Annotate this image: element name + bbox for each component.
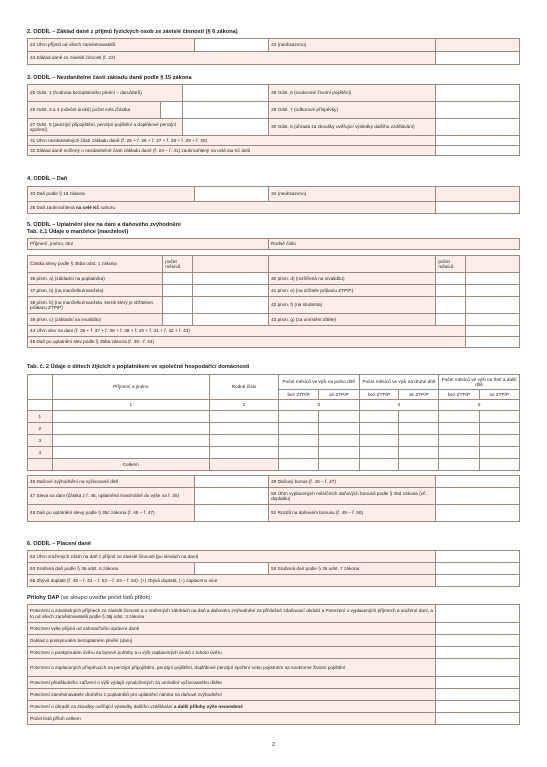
section-5 bbox=[27, 222, 520, 348]
row-number: 2 bbox=[28, 423, 53, 435]
label-r40: 40 písm. d) (rozšířená na invaliditu) bbox=[269, 273, 436, 285]
months-field[interactable] bbox=[319, 447, 359, 459]
attachment-count-field[interactable] bbox=[436, 659, 520, 677]
blank-cell bbox=[28, 459, 53, 471]
tab1-title: Tab. č.1 Údaje o manželce (manželovi) bbox=[27, 229, 129, 235]
child-name-field[interactable] bbox=[52, 435, 209, 447]
label-r38: 38 písm. b) (na manželku/manžela, která/ který je držitelem průkazu ZTP/P) bbox=[28, 297, 163, 314]
label-r45: 45 Daň po uplatnění slev podle § 35ba zákona (ř. 35 - ř. 44) bbox=[28, 337, 466, 348]
label-r54: 54 Sražená daň podle § 36 odst. 7 zákona bbox=[269, 563, 436, 575]
col-num-3: 3 bbox=[278, 400, 359, 411]
section-6 bbox=[27, 541, 520, 587]
months-field[interactable] bbox=[399, 435, 439, 447]
field-r38-months[interactable] bbox=[163, 297, 193, 314]
field-r29[interactable] bbox=[436, 102, 520, 119]
tab2-title: Tab. č. 2 Údaje o dětech žijících s poplatníkem ve společně hospodařící domácnosti bbox=[27, 364, 250, 370]
spouse-rc-field[interactable]: Rodné číslo bbox=[269, 239, 520, 250]
months-field[interactable] bbox=[319, 435, 359, 447]
field-r44[interactable] bbox=[465, 326, 519, 337]
child-rc-field[interactable] bbox=[210, 447, 279, 459]
field-r26-amount[interactable] bbox=[182, 102, 268, 119]
label-r42: 42 písm. f) (na studenta) bbox=[269, 297, 436, 314]
section-2-title: 2. ODDÍL – Základ daně z příjmů fyzických osob ze závislé činnosti (§ 6 zákona) bbox=[27, 29, 238, 35]
col-num-2: 2 bbox=[210, 400, 279, 411]
label-r28: 28 Odst. 6 (soukromé životní pojištění) bbox=[269, 85, 436, 102]
months-field[interactable] bbox=[319, 411, 359, 423]
field-r43[interactable] bbox=[465, 314, 519, 326]
attachments-title-bold: Přílohy DAP bbox=[27, 595, 60, 601]
page-number: 2 bbox=[271, 742, 276, 748]
field-r34 bbox=[436, 187, 520, 202]
attachment-count-field[interactable] bbox=[436, 623, 520, 635]
col-rc-header: Rodné číslo bbox=[210, 375, 279, 400]
months-field[interactable] bbox=[359, 411, 399, 423]
field-r28[interactable] bbox=[436, 85, 520, 102]
field-r33[interactable] bbox=[195, 187, 269, 202]
label-r34: 34 (neobsazeno) bbox=[269, 187, 436, 202]
child-name-field[interactable] bbox=[52, 447, 209, 459]
tab2 bbox=[27, 364, 520, 522]
label-r32: 32 Základ daně snížený o nezdanitelné části základu daně (ř. 24 – ř. 31) zaokrouhlený na celá sta Kč dolů bbox=[28, 146, 436, 156]
attachment-item: Potvrzení výše příjmů od zahraničního správce daně bbox=[28, 623, 436, 635]
blank-cell bbox=[210, 459, 279, 471]
field-r54[interactable] bbox=[436, 563, 520, 575]
attachments-section bbox=[27, 595, 520, 725]
col-se-3: se ZTP/P bbox=[479, 390, 519, 400]
col-bez-3: bez ZTP/P bbox=[439, 390, 479, 400]
field-r24[interactable] bbox=[436, 52, 520, 65]
col-m2-header: Počet měsíců ve výši na druhé dítě bbox=[359, 375, 439, 390]
label-r26: 26 Odst. 3 a 4 (odečet úroků) počet měs./částka bbox=[28, 102, 161, 119]
label-pocet-1: počet měsíců bbox=[163, 256, 193, 273]
field-r41[interactable] bbox=[465, 285, 519, 297]
row-number: 3 bbox=[28, 435, 53, 447]
label-r24: 24 Základ daně ze závislé činnosti (ř. 22) bbox=[28, 52, 436, 65]
label-r29: 29 Odst. 7 (odborové příspěvky) bbox=[269, 102, 436, 119]
field-r37[interactable] bbox=[192, 285, 268, 297]
attachment-last-a: Potvrzení o úhradě za zkoušky ověřující výsledky dalšího vzdělávání bbox=[30, 703, 174, 709]
blank-cell bbox=[28, 375, 53, 400]
attachment-item: Potvrzení o poskytnutém úvěru na bytové potřeby a o výši zaplacených úroků z tohoto úvěru bbox=[28, 647, 436, 659]
attachment-count-field[interactable] bbox=[436, 635, 520, 647]
field-r27[interactable] bbox=[182, 119, 268, 136]
col-se-2: se ZTP/P bbox=[399, 390, 439, 400]
blank-cell bbox=[269, 256, 436, 273]
field-r38[interactable] bbox=[192, 297, 268, 314]
attachment-item: Doklad o poskytnutém bezúplatném plnění (daru) bbox=[28, 635, 436, 647]
section-3 bbox=[27, 75, 520, 156]
blank-cell bbox=[28, 400, 53, 411]
months-field[interactable] bbox=[479, 447, 519, 459]
spouse-name-field[interactable]: Příjmení, jméno, titul bbox=[28, 239, 269, 250]
blank-cell bbox=[192, 256, 268, 273]
field-r35[interactable] bbox=[436, 202, 520, 214]
section-5-title: 5. ODDÍL – Uplatnění slev na dani a daňového zvýhodnění bbox=[27, 222, 181, 228]
field-r53[interactable] bbox=[195, 563, 269, 575]
label-r27: 27 Odst. 5 (penzijní připojištění, penzijní pojištění a doplňkové penzijní spoření) bbox=[28, 119, 183, 136]
label-r31: 31 Úhrn nezdanitelných částí základu daně (ř. 25 + ř. 26 + ř. 27 + ř. 28 + ř. 29 + ř. 30) bbox=[28, 136, 436, 146]
attachment-count-field[interactable] bbox=[436, 647, 520, 659]
col-m3-header: Počet měsíců ve výši na třetí a další dítě bbox=[439, 375, 520, 390]
label-r53: 53 Sražená daň podle § 36 odst. 6 zákona bbox=[28, 563, 195, 575]
row-number: 1 bbox=[28, 411, 53, 423]
attachment-item: Potvrzení o zaplacených příspěvcích na penzijní připojištění, penzijní pojištění, doplňkové penzijní spoření nebo pojistném na soukromé životní pojištění bbox=[28, 659, 436, 677]
field-r47[interactable] bbox=[195, 488, 269, 505]
field-r22[interactable] bbox=[195, 39, 269, 52]
table-row bbox=[28, 411, 520, 423]
col-num-4: 4 bbox=[359, 400, 439, 411]
label-r35-c: nahoru bbox=[99, 204, 115, 210]
attachment-count-field[interactable] bbox=[436, 689, 520, 701]
row-number: 4 bbox=[28, 447, 53, 459]
section-2 bbox=[27, 29, 520, 65]
months-field[interactable] bbox=[359, 447, 399, 459]
child-name-field[interactable] bbox=[52, 411, 209, 423]
child-name-field[interactable] bbox=[52, 423, 209, 435]
field-r52[interactable] bbox=[436, 551, 520, 563]
months-field[interactable] bbox=[439, 447, 479, 459]
attachments-subtitle: (ve sloupci uveďte počet listů příloh): bbox=[59, 595, 152, 601]
label-r30: 30 Odst. 8 (úhrada za zkoušky ověřující výsledky dalšího vzdělávání) bbox=[269, 119, 436, 136]
label-r55: 55 Zbývá doplatit (ř. 48 – ř. 51 – ř. 52 – ř. 53 – ř. 54): (+) zbývá doplatit, (–) zaplaceno více bbox=[28, 575, 436, 587]
label-pocet-2: počet měsíců bbox=[436, 256, 466, 273]
months-field[interactable] bbox=[479, 435, 519, 447]
label-r51: 51 Rozdíl na daňovém bonusu (ř. 49 – ř. 50) bbox=[269, 505, 436, 522]
attachments-total-label: Počet listů příloh celkem bbox=[28, 713, 436, 725]
field-r55[interactable] bbox=[436, 575, 520, 587]
months-field[interactable] bbox=[278, 447, 318, 459]
attachment-count-field[interactable] bbox=[436, 677, 520, 689]
table-row bbox=[28, 423, 520, 435]
section-4-title: 4. ODDÍL – Daň bbox=[27, 176, 68, 182]
field-r48[interactable] bbox=[195, 505, 269, 522]
total-field[interactable] bbox=[439, 459, 479, 471]
attachment-item: Potvrzení zaměstnavatele druhého z poplatníků pro uplatnění nároku na daňové zvýhodnění bbox=[28, 689, 436, 701]
label-r50: 50 Úhrn vyplacených měsíčních daňových bonusů podle § 35d zákona (vč. doplatku) bbox=[269, 488, 436, 505]
col-bez-1: bez ZTP/P bbox=[278, 390, 318, 400]
months-field[interactable] bbox=[479, 423, 519, 435]
label-r49: 49 Daňový bonus (ř. 46 – ř. 47) bbox=[269, 476, 436, 488]
field-r45[interactable] bbox=[465, 337, 519, 348]
label-r25: 25 Odst. 1 (hodnota bezúplatného plnění – daru/darů) bbox=[28, 85, 183, 102]
col-m1-header: Počet měsíců ve výši na jedno dítě bbox=[278, 375, 359, 390]
total-field[interactable] bbox=[479, 459, 519, 471]
table-row bbox=[28, 435, 520, 447]
attachment-item: Potvrzení o zdanitelných příjmech ze závislé činnosti a o sražených zálohách na daň a daňovém zvýhodnění za příslušné zdaňovací období a Potvrzení o vyplacených příjmech a sražené dani, a to od všech zaměstnavatelů podle § 38j odst. 3 zákona bbox=[28, 605, 436, 623]
label-r41: 41 písm. e) (na držitele průkazu ZTP/P) bbox=[269, 285, 436, 297]
field-r49[interactable] bbox=[436, 476, 520, 488]
label-r33: 33 Daň podle § 16 zákona bbox=[28, 187, 195, 202]
table-row bbox=[28, 447, 520, 459]
total-field[interactable] bbox=[278, 459, 318, 471]
field-r30[interactable] bbox=[436, 119, 520, 136]
label-r35-b: na celé Kč bbox=[75, 204, 100, 210]
months-field[interactable] bbox=[278, 411, 318, 423]
field-r36[interactable] bbox=[192, 273, 268, 285]
field-r36-months[interactable] bbox=[163, 273, 193, 285]
label-r46: 46 Daňové zvýhodnění na vyživované dítě bbox=[28, 476, 195, 488]
field-r31[interactable] bbox=[436, 136, 520, 146]
field-r26-months[interactable] bbox=[160, 102, 182, 119]
label-r43: 43 písm. g) (za umístění dítěte) bbox=[269, 314, 436, 326]
label-r23: 23 (neobsazeno) bbox=[269, 39, 436, 52]
field-r40-months[interactable] bbox=[436, 273, 466, 285]
months-field[interactable] bbox=[359, 423, 399, 435]
field-r25[interactable] bbox=[182, 85, 268, 102]
months-field[interactable] bbox=[439, 411, 479, 423]
attachment-count-field[interactable] bbox=[436, 701, 520, 713]
months-field[interactable] bbox=[399, 447, 439, 459]
field-r23 bbox=[436, 39, 520, 52]
col-se-1: se ZTP/P bbox=[319, 390, 359, 400]
blank-cell bbox=[465, 256, 519, 273]
field-r42-months[interactable] bbox=[436, 297, 466, 314]
label-r36: 36 písm. a) (základní na poplatníka) bbox=[28, 273, 163, 285]
attachments-total-field[interactable] bbox=[436, 713, 520, 725]
label-r52: 52 Úhrn sražených záloh na daň z příjmů ze závislé činnosti (po slevách na daní) bbox=[28, 551, 436, 563]
total-field[interactable] bbox=[399, 459, 439, 471]
label-r47: 47 Sleva na dani (částka z ř. 46, uplatněná maximálně do výše na ř. 45) bbox=[28, 488, 195, 505]
months-field[interactable] bbox=[319, 423, 359, 435]
total-field[interactable] bbox=[319, 459, 359, 471]
label-r39: 39 písm. c) (základní na invaliditu) bbox=[28, 314, 163, 326]
attachment-last-b: a další přílohy výše neuvedené bbox=[173, 703, 243, 709]
field-r41-months[interactable] bbox=[436, 285, 466, 297]
attachment-item-last bbox=[28, 701, 436, 713]
col-bez-2: bez ZTP/P bbox=[359, 390, 399, 400]
months-field[interactable] bbox=[278, 423, 318, 435]
attachment-item: Potvrzení předškolního zařízení o výši výdajů vynaložených za umístění vyživovaného dítěte bbox=[28, 677, 436, 689]
months-field[interactable] bbox=[479, 411, 519, 423]
field-r43-months[interactable] bbox=[436, 314, 466, 326]
field-r37-months[interactable] bbox=[163, 285, 193, 297]
months-field[interactable] bbox=[278, 435, 318, 447]
label-r37: 37 písm. b) (na manželku/manžela) bbox=[28, 285, 163, 297]
total-field[interactable] bbox=[359, 459, 399, 471]
label-r35 bbox=[28, 202, 436, 214]
child-rc-field[interactable] bbox=[210, 435, 279, 447]
field-r42[interactable] bbox=[465, 297, 519, 314]
field-r39-months[interactable] bbox=[163, 314, 193, 326]
field-r51[interactable] bbox=[436, 505, 520, 522]
section-4 bbox=[27, 176, 520, 214]
section-3-title: 3. ODDÍL – Nezdanitelné části základu daně podle § 15 zákona bbox=[27, 75, 192, 81]
months-field[interactable] bbox=[399, 411, 439, 423]
label-r22: 22 Úhrn příjmů od všech zaměstnavatelů bbox=[28, 39, 195, 52]
field-r46[interactable] bbox=[195, 476, 269, 488]
field-r39[interactable] bbox=[192, 314, 268, 326]
months-field[interactable] bbox=[359, 435, 399, 447]
field-r32[interactable] bbox=[436, 146, 520, 156]
celkem-label: Celkem bbox=[52, 459, 209, 471]
child-rc-field[interactable] bbox=[210, 411, 279, 423]
section-6-title: 6. ODDÍL – Placení daně bbox=[27, 541, 91, 547]
child-rc-field[interactable] bbox=[210, 423, 279, 435]
months-field[interactable] bbox=[439, 423, 479, 435]
label-r35-a: 35 Daň zaokrouhlená bbox=[30, 204, 76, 210]
col-num-5: 5 bbox=[439, 400, 520, 411]
col-num-1: 1 bbox=[52, 400, 209, 411]
months-field[interactable] bbox=[439, 435, 479, 447]
field-r50[interactable] bbox=[436, 488, 520, 505]
label-castka: Částka slevy podle § 35ba odst. 1 zákona bbox=[28, 256, 163, 273]
table-row-total bbox=[28, 459, 520, 471]
attachments-title bbox=[27, 595, 520, 602]
label-r48: 48 Daň po uplatnění slevy podle § 35c zákona (ř. 45 – ř. 47) bbox=[28, 505, 195, 522]
months-field[interactable] bbox=[399, 423, 439, 435]
col-name-header: Příjmení a jméno bbox=[52, 375, 209, 400]
field-r40[interactable] bbox=[465, 273, 519, 285]
attachment-count-field[interactable] bbox=[436, 605, 520, 623]
label-r44: 44 Úhrn slev na dani (ř. 36 + ř. 37 + ř. 38 + ř. 39 + ř. 40 + ř. 41 + ř. 42 + ř. 43) bbox=[28, 326, 466, 337]
